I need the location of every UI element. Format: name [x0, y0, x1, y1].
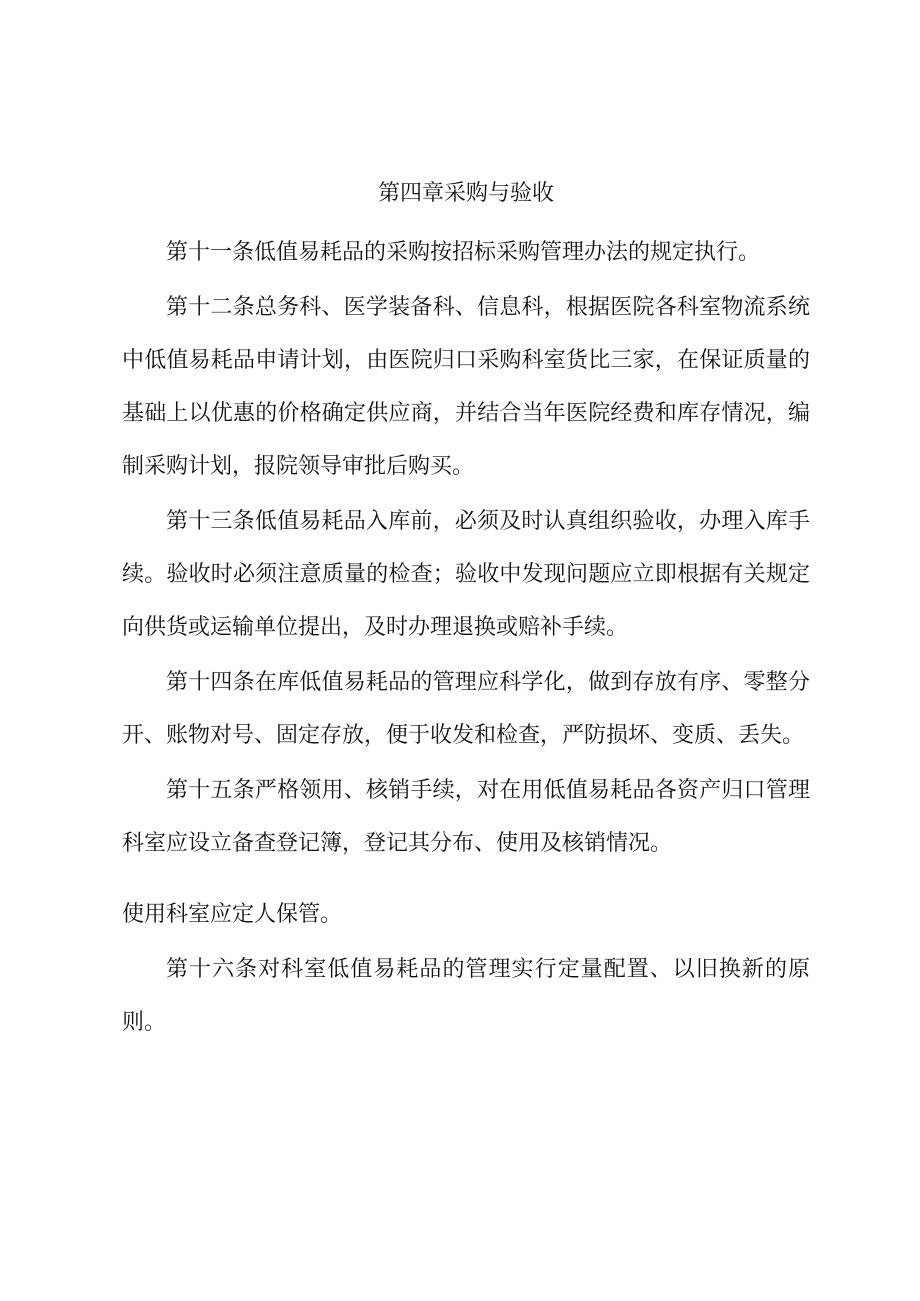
document-body — [122, 172, 810, 1051]
article-13: 第十三条低值易耗品入库前，必须及时认真组织验收，办理入库手续。验收时必须注意质量的检查；验收中发现问题应立即根据有关规定向供货或运输单位提出，及时办理退换或赔补手续。 — [122, 509, 810, 640]
article-16: 第十六条对科室低值易耗品的管理实行定量配置、以旧换新的原则。 — [122, 957, 810, 1035]
article-15: 第十五条严格领用、核销手续，对在用低值易耗品各资产归口管理科室应设立备查登记簿，登记其分布、使用及核销情况。 — [122, 778, 810, 856]
article-11: 第十一条低值易耗品的采购按招标采购管理办法的规定执行。 — [166, 240, 761, 265]
article-12: 第十二条总务科、医学装备科、信息科，根据医院各科室物流系统中低值易耗品申请计划，由医院归口采购科室货比三家，在保证质量的基础上以优惠的价格确定供应商，并结合当年医院经费和库存情况，编制采购计划，报院领导审批后购买。 — [122, 295, 810, 479]
article-14: 第十四条在库低值易耗品的管理应科学化，做到存放有序、零整分开、账物对号、固定存放，便于收发和检查，严防损坏、变质、丢失。 — [122, 670, 810, 748]
custody-note: 使用科室应定人保管。 — [122, 902, 343, 927]
chapter-title: 第四章采购与验收 — [377, 181, 554, 206]
